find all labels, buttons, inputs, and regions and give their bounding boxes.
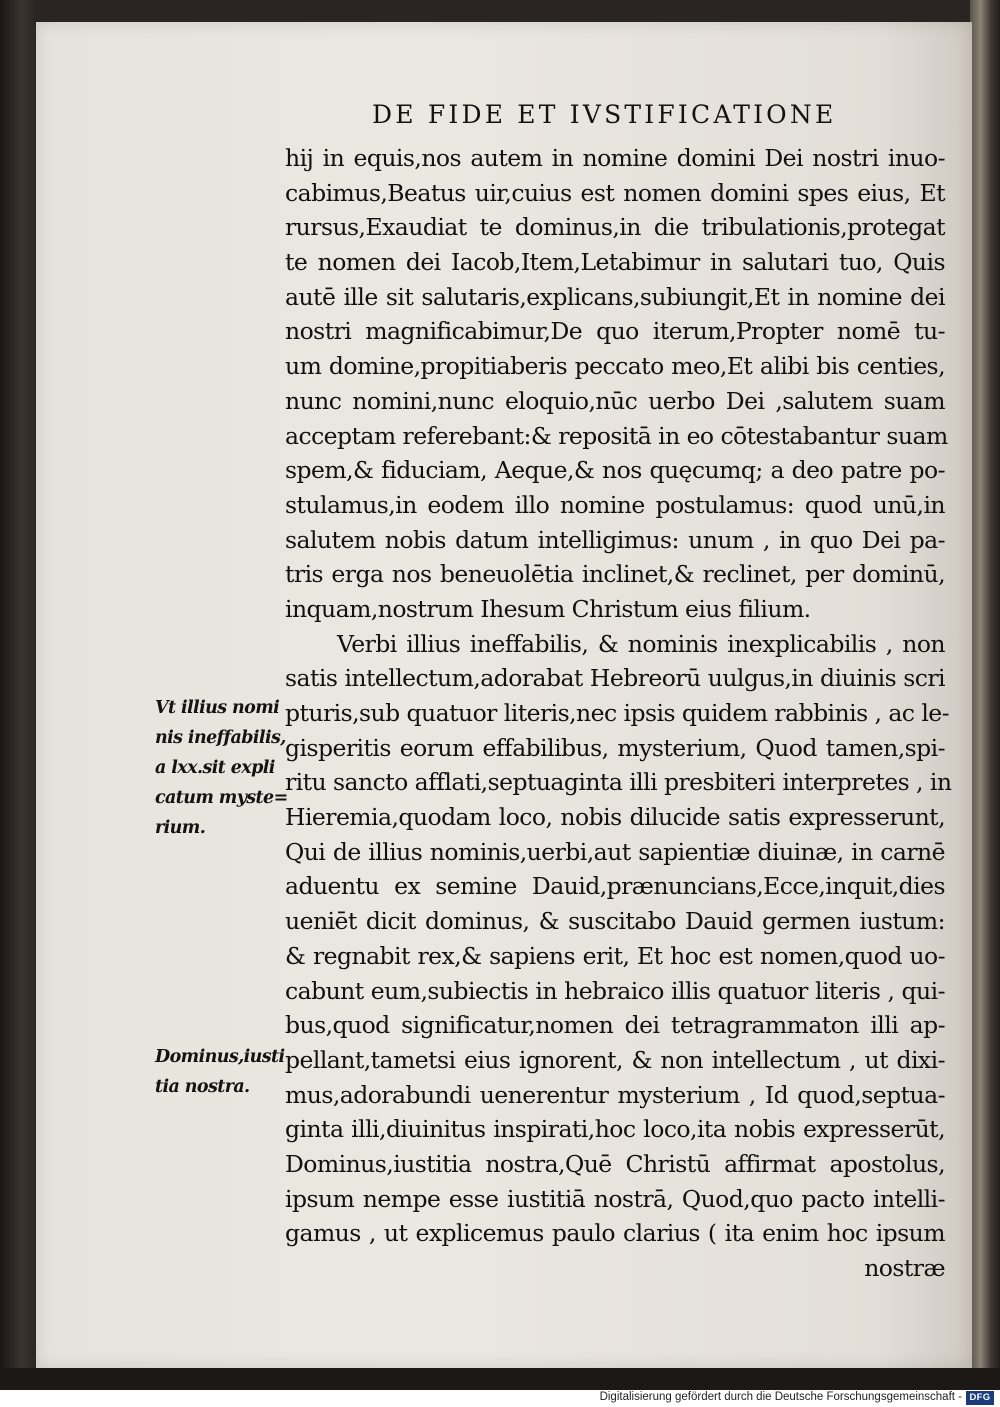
catchword: nostræ bbox=[864, 1254, 945, 1282]
text-line: Qui de illius nominis,uerbi,aut sapientiæ diuinæ, in carnē bbox=[285, 837, 945, 866]
marginal-note-line: Dominus,iusti bbox=[155, 1047, 285, 1067]
text-line: te nomen dei Iacob,Item,Letabimur in salutari tuo, Quis bbox=[285, 248, 945, 277]
text-line: & regnabit rex,& sapiens erit, Et hoc est nomen,quod uo- bbox=[285, 941, 945, 970]
text-line: cabunt eum,subiectis in hebraico illis quatuor literis , qui- bbox=[285, 976, 945, 1005]
marginal-note-line: rium. bbox=[155, 818, 206, 838]
book-binding-edge bbox=[970, 0, 1000, 1390]
text-line: tris erga nos beneuolētia inclinet,& reclinet, per dominū, bbox=[285, 560, 945, 589]
text-line: mus,adorabundi uenerentur mysterium , Id quod,septua- bbox=[285, 1080, 945, 1109]
text-line: rursus,Exaudiat te dominus,in die tribulationis,protegat bbox=[285, 213, 945, 242]
text-line: ipsum nempe esse iustitiā nostrā, Quod,quo pacto intelli- bbox=[285, 1184, 945, 1213]
text-line: pturis,sub quatuor literis,nec ipsis quidem rabbinis , ac le- bbox=[285, 699, 950, 727]
text-line: aduentu ex semine Dauid,prænuncians,Ecce,inquit,dies bbox=[285, 872, 945, 901]
text-line: ginta illi,diuinitus inspirati,hoc loco,ita nobis expresserūt, bbox=[285, 1115, 945, 1144]
text-line: Dominus,iustitia nostra,Quē Christū affirmat apostolus, bbox=[285, 1149, 945, 1178]
text-line: ueniēt dicit dominus, & suscitabo Dauid germen iustum: bbox=[285, 907, 945, 936]
text-line: pellant,tametsi eius ignorent, & non intellectum , ut dixi- bbox=[285, 1045, 945, 1074]
paragraph-start-line: Verbi illius ineffabilis, & nominis inexplicabilis , non bbox=[337, 629, 945, 658]
main-text-block bbox=[285, 141, 952, 1286]
text-line: gisperitis eorum effabilibus, mysterium, Quod tamen,spi- bbox=[285, 733, 945, 762]
text-line: um domine,propitiaberis peccato meo,Et alibi bis centies, bbox=[285, 352, 945, 381]
dfg-logo: DFG bbox=[966, 1391, 994, 1405]
text-line: spem,& fiduciam, Aeque,& nos quęcumq; a deo patre po- bbox=[285, 456, 945, 485]
marginal-note-line: tia nostra. bbox=[155, 1077, 250, 1097]
text-line: nostri magnificabimur,De quo iterum,Propter nomē tu- bbox=[285, 317, 945, 346]
text-line: satis intellectum,adorabat Hebreorū uulgus,in diuinis scri bbox=[285, 664, 945, 693]
marginal-note bbox=[155, 693, 288, 843]
text-line: bus,quod significatur,nomen dei tetragrammaton illi ap- bbox=[285, 1011, 945, 1040]
marginal-note-line: nis ineffabilis, bbox=[155, 728, 286, 748]
scan-left-edge bbox=[0, 0, 36, 1390]
text-line: acceptam referebant:& repositā in eo cōtestabantur suam bbox=[285, 421, 948, 450]
text-line: ritu sancto afflati,septuaginta illi presbiteri interpretes , in bbox=[285, 768, 952, 797]
text-line: gamus , ut explicemus paulo clarius ( ita enim hoc ipsum bbox=[285, 1219, 945, 1248]
text-line: cabimus,Beatus uir,cuius est nomen domini spes eius, Et bbox=[285, 178, 945, 207]
marginal-note-line: a lxx.sit expli bbox=[155, 758, 275, 778]
text-line: salutem nobis datum intelligimus: unum , in quo Dei pa- bbox=[285, 525, 945, 554]
marginal-note-line: catum myste= bbox=[155, 788, 288, 808]
text-line: inquam,nostrum Ihesum Christum eius filium. bbox=[285, 594, 811, 623]
text-line: stulamus,in eodem illo nomine postulamus: quod unū,in bbox=[285, 490, 945, 519]
text-line: hij in equis,nos autem in nomine domini Dei nostri inuo- bbox=[285, 144, 945, 172]
funding-credit: Digitalisierung gefördert durch die Deutsche Forschungsgemeinschaft - bbox=[599, 1391, 962, 1403]
scan-bottom-edge bbox=[0, 1368, 1000, 1390]
text-line: autē ille sit salutaris,explicans,subiungit,Et in nomine dei bbox=[285, 282, 945, 311]
text-line: nunc nomini,nunc eloquio,nūc uerbo Dei ,salutem suam bbox=[285, 386, 945, 415]
text-line: Hieremia,quodam loco, nobis dilucide satis expresserunt, bbox=[285, 803, 945, 832]
marginal-note-line: Vt illius nomi bbox=[155, 698, 280, 718]
running-head: DE FIDE ET IVSTIFICATIONE bbox=[372, 100, 837, 129]
marginal-note bbox=[155, 1042, 285, 1102]
